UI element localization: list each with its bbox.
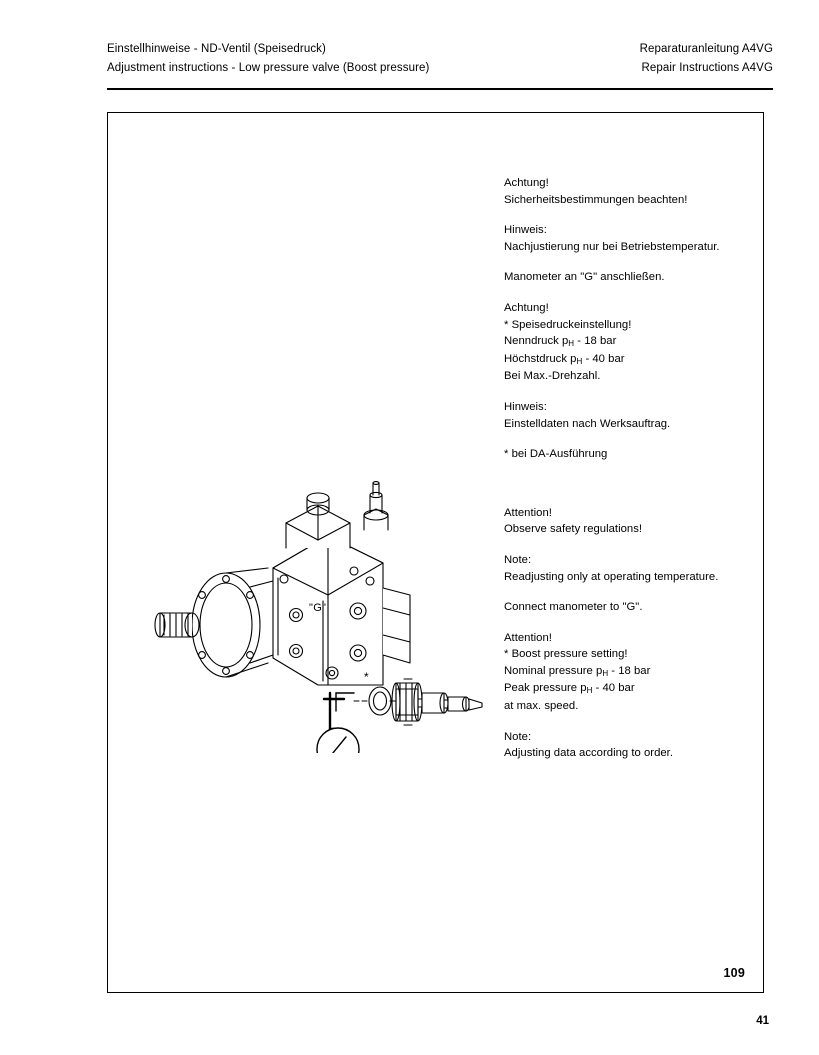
- content-frame: [107, 112, 764, 993]
- note-german-attention-safety: [504, 175, 759, 208]
- line-nominal-pressure: Nominal pressure $p_H - 18$ bar: [504, 664, 651, 678]
- line: Bei Max.-Drehzahl.: [504, 370, 601, 383]
- note-german-boost-pressure: [504, 300, 759, 385]
- frame-page-number: 109: [723, 966, 745, 980]
- note-german-hinweis-temperature: [504, 222, 759, 255]
- line: Adjusting data according to order.: [504, 747, 673, 760]
- line: * Boost pressure setting!: [504, 648, 628, 661]
- note-german-manometer: [504, 269, 759, 286]
- line: Einstelldaten nach Werksauftrag.: [504, 417, 671, 430]
- note-german-da-version: [504, 446, 759, 463]
- line: Connect manometer to "G".: [504, 601, 643, 614]
- header-manual-title-english: Repair Instructions A4VG: [641, 62, 773, 74]
- header-row-english: [107, 59, 773, 78]
- note-german-hinweis-order: [504, 399, 759, 432]
- line: * Speisedruckeinstellung!: [504, 318, 632, 331]
- line-peak-pressure: Höchstdruck $p_H - 40$ bar: [504, 352, 625, 366]
- line: * bei DA-Ausführung: [504, 448, 608, 461]
- line: Achtung!: [504, 301, 549, 314]
- line-peak-pressure: Peak pressure $p_H - 40$ bar: [504, 682, 635, 696]
- page-folio-number: 41: [756, 1015, 769, 1027]
- line: Note:: [504, 553, 532, 566]
- line: Readjusting only at operating temperature.: [504, 570, 719, 583]
- asterisk-callout-text: *: [364, 670, 369, 684]
- page-header: [107, 40, 773, 78]
- header-title-german: Einstellhinweise - ND-Ventil (Speisedruck): [107, 43, 326, 55]
- pump-assembly-drawing: [118, 363, 508, 753]
- port-label-g: "G": [309, 602, 327, 614]
- line: Hinweis:: [504, 400, 547, 413]
- header-title-english: Adjustment instructions - Low pressure valve (Boost pressure): [107, 62, 430, 74]
- header-row-german: [107, 40, 773, 59]
- line: Achtung!: [504, 177, 549, 189]
- note-english-note-order: [504, 729, 759, 762]
- header-manual-title-german: Reparaturanleitung A4VG: [639, 43, 773, 55]
- note-english-attention-safety: [504, 505, 759, 538]
- line: Manometer an "G" anschließen.: [504, 271, 665, 284]
- note-english-boost-pressure: [504, 630, 759, 715]
- line: Sicherheitsbestimmungen beachten!: [504, 193, 688, 206]
- line: Nachjustierung nur bei Betriebstemperatur.: [504, 240, 720, 253]
- line: Observe safety regulations!: [504, 523, 643, 536]
- line: Attention!: [504, 631, 552, 644]
- line-nominal-pressure: Nenndruck $p_H - 18$ bar: [504, 335, 617, 349]
- note-english-note-temperature: [504, 552, 759, 585]
- language-separator: [504, 477, 759, 505]
- line: at max. speed.: [504, 700, 579, 713]
- header-divider: [107, 88, 773, 90]
- instructions-column: [504, 175, 759, 776]
- note-english-manometer: [504, 599, 759, 616]
- line: Note:: [504, 730, 532, 743]
- line: Hinweis:: [504, 224, 547, 237]
- line: Attention!: [504, 506, 552, 519]
